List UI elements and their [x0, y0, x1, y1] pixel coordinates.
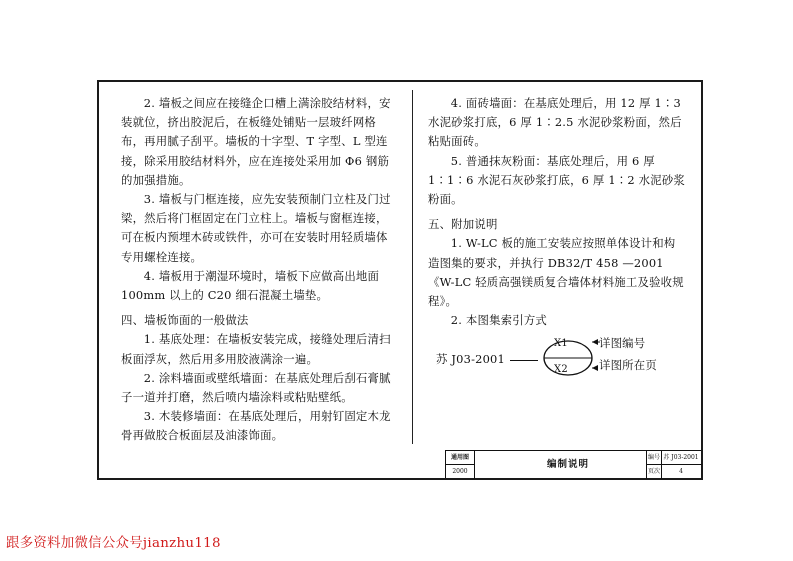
para-joint-connection: 2. 墙板之间应在接缝企口槽上满涂胶结材料，安装就位，挤出胶泥后，在板缝处铺贴一层玻纤网格布，再用腻子刮平。墙板的十字型、T 字型、L 型连接，除采用胶结材料外，应在连接处采用加 Φ6 钢筋的加强措施。 — [121, 96, 391, 187]
left-column — [121, 94, 397, 446]
para-plaster: 5. 普通抹灰粉面：基底处理后，用 6 厚 1∶1∶6 水泥石灰砂浆打底，6 厚 1∶2 水泥砂浆粉面。 — [428, 153, 686, 207]
right-column — [428, 94, 686, 392]
title-block-value-a: 2000 — [452, 468, 468, 475]
label-detail-page: 详图所在页 — [599, 358, 657, 373]
title-block-rule — [446, 464, 474, 465]
para-index-method: 2. 本图集索引方式 — [450, 313, 548, 328]
title-block-label-c: 页次 — [647, 468, 660, 475]
title-block-value-b: 苏 J03-2001 — [663, 454, 699, 461]
watermark-text: 跟多资料加微信公众号jianzhu118 — [6, 536, 221, 551]
para-humid-environment: 4. 墙板用于潮湿环境时，墙板下应做高出地面 100mm 以上的 C20 细石混凝土墙垫。 — [121, 268, 380, 303]
para-standard-compliance: 1. W-LC 板的施工安装应按照单体设计和构造图集的要求，并执行 DB32/T 458 —2001《W-LC 轻质高强镁质复合墙体材料施工及验收规程》。 — [428, 236, 684, 309]
section-4-title: 四、墙板饰面的一般做法 — [121, 313, 249, 328]
section-5-title: 五、附加说明 — [428, 217, 498, 232]
index-symbol-diagram — [428, 332, 686, 392]
label-detail-number: 详图编号 — [599, 336, 646, 351]
para-paint-wallpaper: 2. 涂料墙面或壁纸墙面：在基底处理后刮石膏腻子一道并打磨，然后喷内墙涂料或粘贴壁纸。 — [121, 370, 391, 405]
index-number-x1: X1 — [554, 338, 568, 350]
para-door-window-connection: 3. 墙板与门框连接，应先安装预制门立柱及门过梁，然后将门框固定在门立柱上。墙板与窗框连接，可在板内预埋木砖或铁件，亦可在安装时用轻质墙体专用螺栓连接。 — [121, 192, 391, 264]
title-block-label-b: 编号 — [647, 454, 660, 461]
index-code: 苏 J03-2001 — [436, 352, 505, 367]
title-block-rule — [474, 451, 475, 479]
title-block-label-a: 通用图 — [450, 454, 469, 461]
column-divider — [412, 90, 413, 444]
title-block-value-c: 4 — [679, 468, 683, 475]
index-page-x2: X2 — [554, 364, 568, 376]
para-tile-wall: 4. 面砖墙面：在基底处理后，用 12 厚 1∶3 水泥砂浆打底，6 厚 1∶2.5 水泥砂浆粉面，然后粘贴面砖。 — [428, 96, 682, 149]
title-block — [445, 450, 701, 478]
para-base-treatment: 1. 基底处理：在墙板安装完成，接缝处理后清扫板面浮灰，然后用多用胶液满涂一遍。 — [121, 332, 391, 366]
title-block-title: 编制说明 — [546, 459, 589, 470]
index-lead-line — [510, 360, 538, 361]
para-wood-finish: 3. 木装修墙面：在基底处理后，用射钉固定木龙骨再做胶合板面层及油漆饰面。 — [121, 409, 391, 443]
